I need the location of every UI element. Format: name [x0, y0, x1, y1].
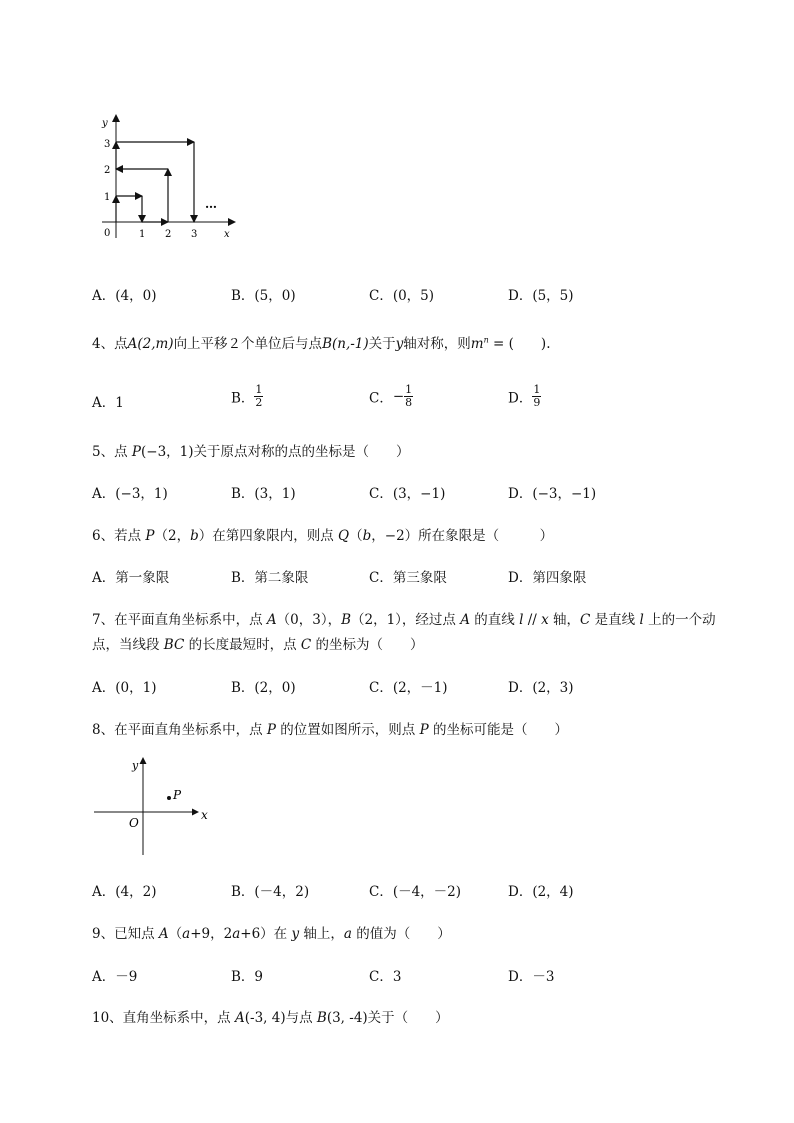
q3-option-d[interactable]: D．(5，5)	[508, 288, 574, 304]
q6-option-c[interactable]: C．第三象限	[369, 570, 447, 586]
question-9: 9、已知点 A（a+9，2a+6）在 y 轴上，a 的值为（ ）	[92, 926, 451, 942]
q3-option-c[interactable]: C．(0，5)	[369, 288, 435, 304]
figure-arrow-path-diagram	[90, 110, 250, 245]
x-tick-3: 3	[191, 229, 198, 240]
q3-option-a[interactable]: A．(4，0)	[92, 288, 157, 304]
q5-option-a[interactable]: A．(−3，1)	[92, 486, 168, 502]
q5-option-d[interactable]: D．(−3，−1)	[508, 486, 597, 502]
q9-option-d[interactable]: D．－3	[508, 969, 555, 985]
point-p-label: P	[173, 788, 182, 802]
question-10: 10、直角坐标系中，点 A(-3, 4)与点 B(3, -4)关于（ ）	[92, 1010, 449, 1026]
figure-point-p-diagram	[90, 755, 220, 860]
origin-label: O	[129, 816, 139, 830]
q4-option-c[interactable]: C．− $\frac{1}{8}$	[369, 383, 413, 409]
y-tick-1: 1	[104, 192, 111, 203]
point-p	[167, 796, 171, 800]
y-tick-3: 3	[104, 139, 111, 150]
q9-option-a[interactable]: A．－9	[92, 969, 138, 985]
q6-option-d[interactable]: D．第四象限	[508, 570, 587, 586]
fraction: $\frac{1}{2}$	[255, 383, 263, 409]
q8-option-b[interactable]: B．(－4，2)	[231, 884, 310, 900]
fraction: $\frac{1}{8}$	[405, 383, 413, 409]
question-5: 5、点 P(−3，1)关于原点对称的点的坐标是（ ）	[92, 444, 410, 460]
q9-option-c[interactable]: C．3	[369, 969, 402, 985]
q6-option-a[interactable]: A．第一象限	[92, 570, 170, 586]
q4-option-b[interactable]: B． $\frac{1}{2}$	[231, 383, 263, 409]
question-4: 4、点A(2,m)向上平移２个单位后与点B(n,-1)关于y轴对称，则$m^n$ = ( ).	[92, 335, 551, 352]
q8-option-c[interactable]: C．(－4，－2)	[369, 884, 462, 900]
q3-option-b[interactable]: B．(5，0)	[231, 288, 296, 304]
q5-option-c[interactable]: C．(3，−1)	[369, 486, 446, 502]
q9-option-b[interactable]: B．9	[231, 969, 264, 985]
x-tick-2: 2	[165, 229, 172, 240]
question-6: 6、若点 P（2，b）在第四象限内，则点 Q（b，−2）所在象限是（ ）	[92, 528, 554, 544]
x-tick-1: 1	[139, 229, 146, 240]
question-7-line-2: 点，当线段 BC 的长度最短时，点 C 的坐标为（ ）	[92, 637, 424, 653]
q7-option-b[interactable]: B．(2，0)	[231, 680, 296, 696]
y-axis-label: y	[132, 759, 139, 772]
x-axis-label: x	[201, 808, 208, 822]
q6-option-b[interactable]: B．第二象限	[231, 570, 309, 586]
q7-option-c[interactable]: C．(2，－1)	[369, 680, 448, 696]
q4-option-d[interactable]: D． $\frac{1}{9}$	[508, 383, 541, 409]
q7-option-a[interactable]: A．(0，1)	[92, 680, 157, 696]
fraction: $\frac{1}{9}$	[533, 383, 541, 409]
q7-option-d[interactable]: D．(2，3)	[508, 680, 574, 696]
q5-option-b[interactable]: B．(3，1)	[231, 486, 296, 502]
ellipsis: …	[205, 197, 217, 211]
q8-option-d[interactable]: D．(2，4)	[508, 884, 574, 900]
q4-option-a[interactable]: A．1	[92, 395, 124, 411]
question-8: 8、在平面直角坐标系中，点 P 的位置如图所示，则点 P 的坐标可能是（ ）	[92, 722, 568, 738]
question-7-line-1: 7、在平面直角坐标系中，点 A（0，3），B（2，1），经过点 A 的直线 l // x 轴，C 是直线 l 上的一个动	[92, 612, 716, 628]
y-tick-2: 2	[104, 165, 111, 176]
q8-option-a[interactable]: A．(4，2)	[92, 884, 157, 900]
x-axis-label: x	[224, 229, 230, 240]
y-axis-label: y	[102, 118, 108, 129]
origin-label: 0	[104, 228, 111, 239]
